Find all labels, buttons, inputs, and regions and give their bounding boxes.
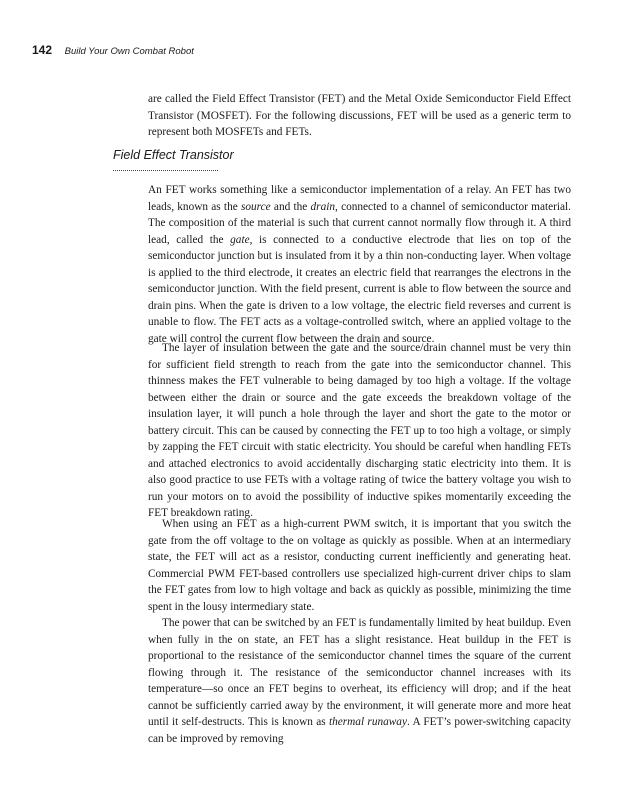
text-run: . A FET’s power-switching capacity can be improved by removing bbox=[148, 716, 571, 745]
paragraph-heat-buildup bbox=[148, 615, 571, 747]
term-thermal-runaway: thermal runaway bbox=[328, 716, 407, 728]
running-title: Build Your Own Combat Robot bbox=[64, 46, 194, 57]
term-source: source bbox=[240, 200, 271, 213]
term-drain: drain bbox=[310, 200, 336, 213]
page-header bbox=[32, 43, 194, 57]
paragraph-pwm-switching: When using an FET as a high-current PWM switch, it is important that you switch the gate from the off voltage to the on voltage as quickly as possible. When at an intermediary state, the FET will act as a resistor, conducting current inefficiently and generating heat. Commercial PWM FET-based controllers use specialized high-current driver chips to slam the FET gates from low to high voltage and back as quickly as possible, minimizing the time spent in the lousy intermediary state. bbox=[148, 518, 571, 613]
text-run: and the bbox=[270, 200, 311, 213]
text-run: The power that can be switched by an FET is fundamentally limited by heat buildup. Even when fully in the on state, an FET has a slight resistance. Heat buildup in the FET is proportional to the resistance of the semiconductor channel times the square of the current flowing through it. The resistance of the semiconductor channel increases with its temperature—so once an FET begins to overheat, its efficiency will drop; and if the heat cannot be sufficiently carried away by the environment, it will generate more and more heat until it self-destructs. This is known as bbox=[148, 617, 571, 728]
heading-rule bbox=[113, 170, 218, 171]
term-gate: gate bbox=[230, 233, 250, 246]
text-run: , connected to a channel of semiconductor material. The composition of the material is such that current cannot normally flow through it. A third lead, called the bbox=[148, 200, 572, 246]
section-heading: Field Effect Transistor bbox=[113, 148, 234, 162]
paragraph-fet-overview bbox=[148, 182, 571, 347]
text-run: An FET works something like a semiconductor implementation of a relay. An FET has two leads, known as the bbox=[148, 184, 571, 213]
paragraph-insulation-layer: The layer of insulation between the gate and the source/drain channel must be very thin for sufficient field strength to reach from the gate into the semiconductor channel. This thinness makes the FET vulnerable to being damaged by too high a voltage. If the voltage between either the drain or source and the gate exceeds the breakdown voltage of the insulation layer, it will punch a hole through the layer and short the gate to the motor or battery circuit. This can be caused by connecting the FET up to too high a voltage, or simply by zapping the FET circuit with static electricity. You should be careful when handling FETs and attached electronics to avoid accidentally discharging static electricity into them. It is also good practice to use FETs with a voltage rating of twice the battery voltage you wish to run your motors on to avoid the possibility of inductive spikes momentarily exceeding the FET breakdown rating. bbox=[148, 342, 571, 519]
intro-paragraph: are called the Field Effect Transistor (FET) and the Metal Oxide Semiconductor Field Effect Transistor (MOSFET). For the following discussions, FET will be used as a generic term to represent both MOSFETs and FETs. bbox=[148, 93, 571, 138]
text-run: , is connected to a conductive electrode that lies on top of the semiconductor junction but is insulated from it by a thin non-conducting layer. When voltage is applied to the third electrode, it creates an electric field that rearranges the electrons in the semiconductor junction. With the field present, current is able to flow between the source and drain pins. When the gate is driven to a low voltage, the electric field reverses and current is unable to flow. The FET acts as a voltage-controlled switch, where an applied voltage to the gate will control the current flow between the drain and source. bbox=[148, 233, 571, 345]
page-number: 142 bbox=[32, 43, 53, 57]
